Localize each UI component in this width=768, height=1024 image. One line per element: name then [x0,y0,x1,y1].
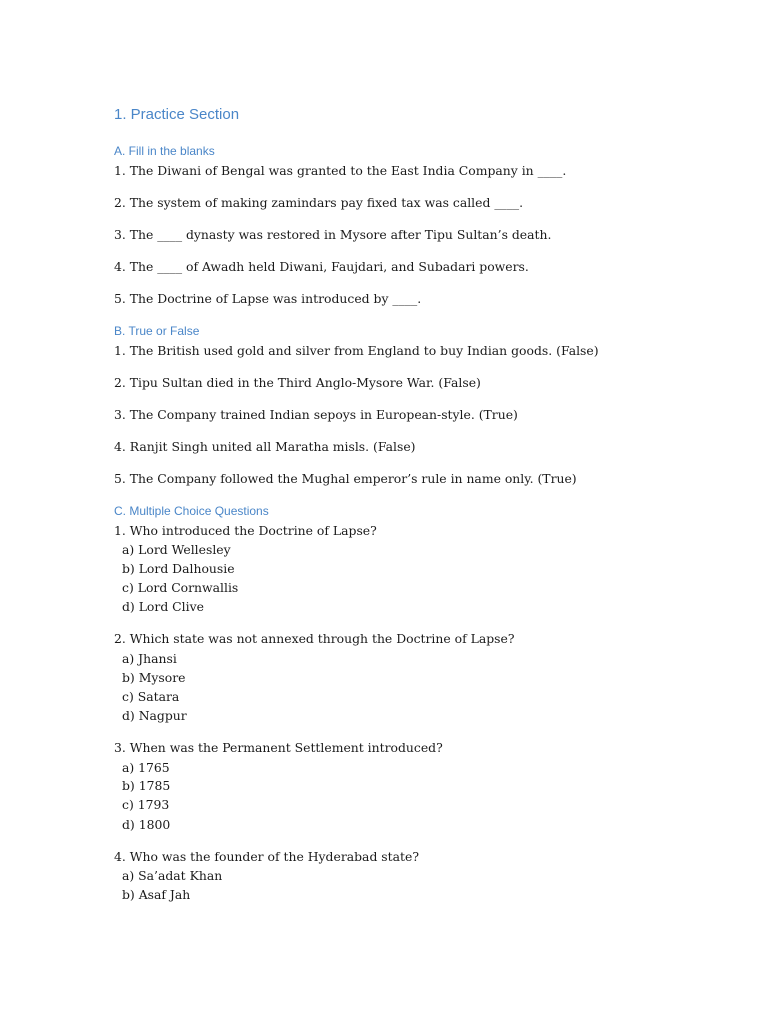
fill-blank-item: 2. The system of making zamindars pay fixed tax was called ____. [114,195,524,210]
fill-blank-item: 5. The Doctrine of Lapse was introduced by ____. [114,291,422,306]
section-heading-mcq: C. Multiple Choice Questions [114,504,269,518]
true-false-item: 1. The British used gold and silver from England to buy Indian goods. (False) [114,343,599,358]
mcq-question: 1. Who introduced the Doctrine of Lapse? [114,523,377,538]
mcq-option: b) Lord Dalhousie [122,561,235,576]
mcq-option: b) Asaf Jah [122,887,191,902]
mcq-option: b) 1785 [122,778,171,793]
true-false-item: 2. Tipu Sultan died in the Third Anglo-Mysore War. (False) [114,375,481,390]
mcq-option: d) Nagpur [122,708,187,723]
mcq-option: d) Lord Clive [122,599,204,614]
mcq-option: a) 1765 [122,760,170,775]
mcq-option: a) Sa’adat Khan [122,868,223,883]
section-heading-fill-blanks: A. Fill in the blanks [114,144,215,158]
fill-blank-item: 3. The ____ dynasty was restored in Mysore after Tipu Sultan’s death. [114,227,552,242]
true-false-item: 3. The Company trained Indian sepoys in European-style. (True) [114,407,518,422]
mcq-question: 4. Who was the founder of the Hyderabad state? [114,849,419,864]
mcq-question: 3. When was the Permanent Settlement introduced? [114,740,443,755]
mcq-option: a) Jhansi [122,651,177,666]
page-title: 1. Practice Section [114,106,240,123]
mcq-option: d) 1800 [122,817,171,832]
fill-blank-item: 4. The ____ of Awadh held Diwani, Faujdari, and Subadari powers. [114,259,529,274]
mcq-option: b) Mysore [122,670,186,685]
mcq-option: c) Satara [122,689,180,704]
mcq-option: c) 1793 [122,797,170,812]
true-false-item: 5. The Company followed the Mughal emperor’s rule in name only. (True) [114,471,577,486]
fill-blank-item: 1. The Diwani of Bengal was granted to the East India Company in ____. [114,163,567,178]
mcq-question: 2. Which state was not annexed through the Doctrine of Lapse? [114,631,515,646]
section-heading-true-false: B. True or False [114,324,200,338]
mcq-option: a) Lord Wellesley [122,542,231,557]
mcq-option: c) Lord Cornwallis [122,580,239,595]
true-false-item: 4. Ranjit Singh united all Maratha misls. (False) [114,439,416,454]
